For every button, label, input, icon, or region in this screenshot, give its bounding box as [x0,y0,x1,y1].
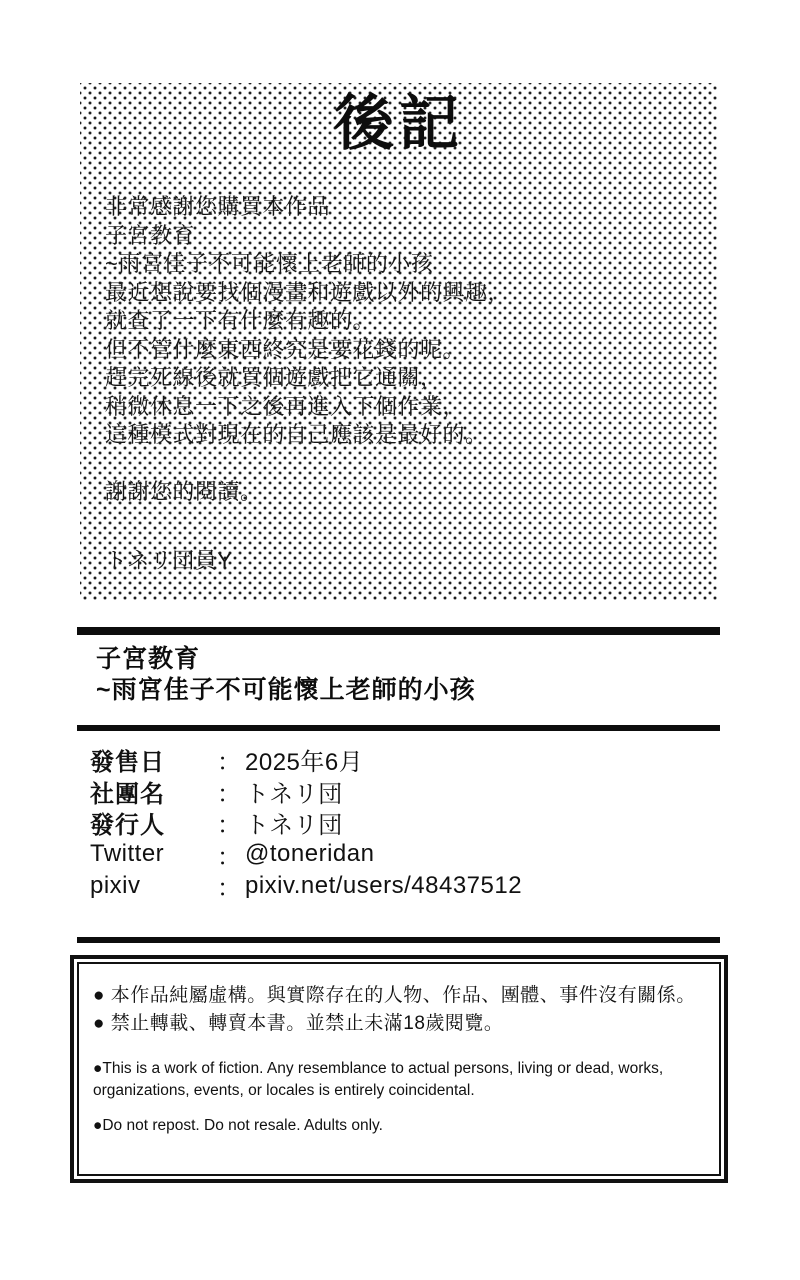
book-title-line2: ~雨宮佳子不可能懷上老師的小孩 [96,676,476,704]
disclaimer-cjk-item: ● 禁止轉載、轉賣本書。並禁止未滿18歲閱覽。 [93,1012,504,1034]
colophon-value: トネリ団 [245,812,343,840]
colophon-row [90,744,522,776]
colophon-label: 發售日 [90,749,165,777]
afterword-line: 最近想說要找個漫畫和遊戲以外的興趣， [105,279,511,305]
colophon-colon: ： [217,780,241,808]
afterword-line: 就查了一下有什麼有趣的。 [105,308,376,333]
disclaimer-inner-border [77,962,721,1176]
book-title-block [96,644,476,706]
colophon-table [90,744,522,902]
afterword-blank-line [105,507,703,536]
colophon-label: 發行人 [90,812,165,840]
colophon-colon: ： [217,843,241,871]
colophon-label: Twitter [90,840,165,868]
colophon-row [90,870,522,902]
book-title-line1: 子宮教育 [96,645,201,673]
afterword-line: 但不管什麼東西終究是要花錢的呢。 [105,336,466,362]
divider-bar-middle [77,725,720,731]
colophon-row [90,807,522,839]
afterword-title: 後記 [334,90,464,157]
afterword-blank-line [105,450,703,479]
afterword-text-block [105,193,703,576]
afterword-line: 趕完死線後就買個遊戲把它通關， [105,365,443,390]
colophon-value: トネリ団 [245,780,343,808]
afterword-line: 非常感謝您購買本作品 [105,194,331,219]
afterword-line: ~雨宮佳子不可能懷上老師的小孩 [105,251,434,276]
disclaimer-box [70,955,728,1183]
colophon-colon: ： [217,749,241,777]
colophon-label: pixiv [90,871,141,899]
colophon-row [90,839,522,871]
colophon-colon: ： [217,875,241,903]
divider-bar-top [77,627,720,635]
disclaimer-cjk-list [93,982,705,1037]
afterword-line: 謝謝您的閱讀。 [105,479,263,504]
colophon-value: pixiv.net/users/48437512 [245,871,523,899]
disclaimer-en-list [93,1058,689,1137]
divider-bar-bottom [77,937,720,943]
disclaimer-cjk-item: ● 本作品純屬虛構。與實際存在的人物、作品、團體、事件沒有關係。 [93,985,696,1006]
disclaimer-en-item: ●This is a work of fiction. Any resemblance to actual persons, living or dead, works, organizations, events, or locales is entirely coincidental. [93,1060,664,1099]
afterword-line: 稍微休息一下之後再進入下個作業， [105,393,466,419]
colophon-colon: ： [217,812,241,840]
afterword-line: 子宮教育 [105,222,196,248]
colophon-row [90,776,522,808]
afterword-line: トネリ団員Y [105,548,233,573]
colophon-value: 2025年6月 [245,749,364,777]
afterword-halftone-box [80,83,718,601]
colophon-label: 社團名 [90,780,165,808]
colophon-value: @toneridan [245,840,375,868]
disclaimer-en-item: ●Do not repost. Do not resale. Adults only. [93,1117,383,1134]
afterword-line: 這種模式對現在的自己應該是最好的。 [105,422,488,447]
